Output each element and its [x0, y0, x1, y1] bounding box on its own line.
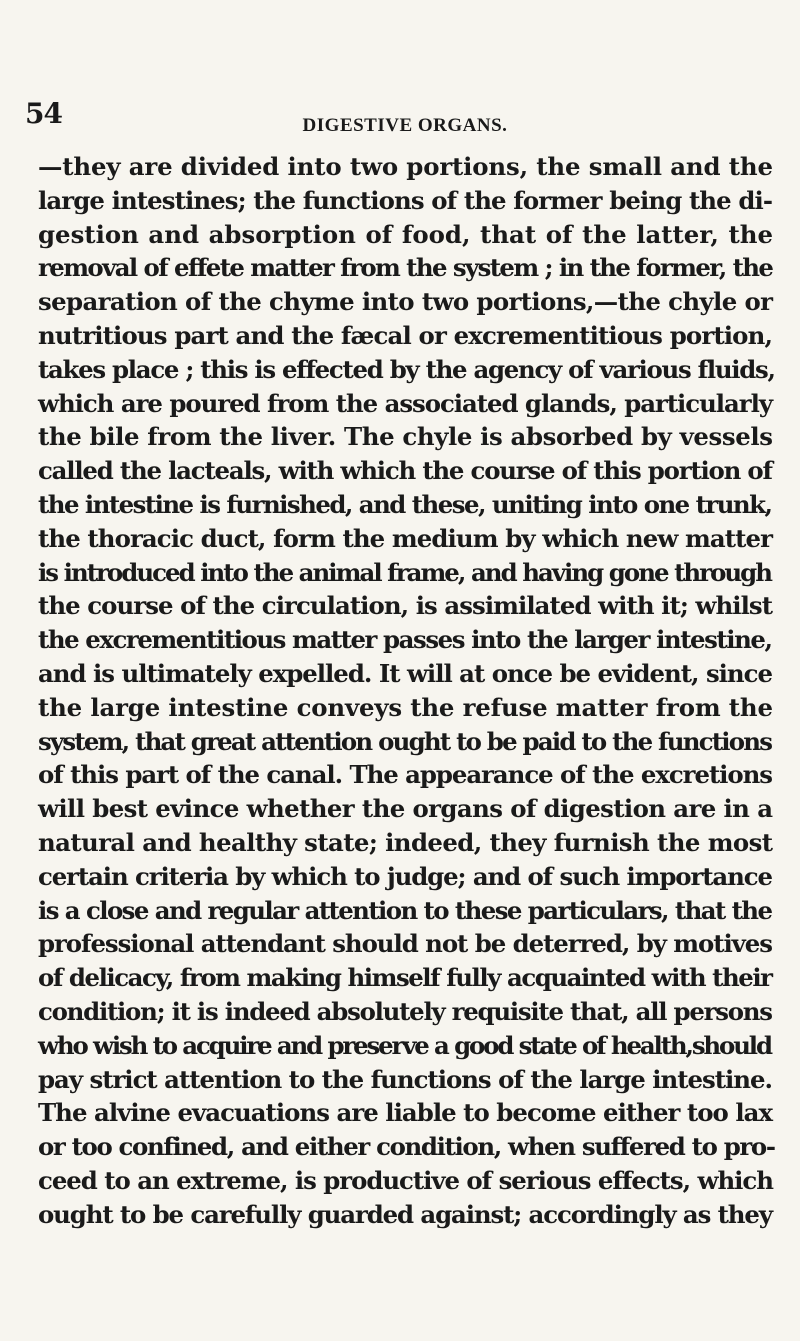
- text-line: ceed to an extreme, is productive of serious effects, which: [38, 1165, 773, 1195]
- text-line: nutritious part and the fæcal or excrementitious portion,: [38, 320, 773, 350]
- text-line: certain criteria by which to judge; and of such importance: [38, 861, 772, 891]
- text-line: of delicacy, from making himself fully acquainted with their: [38, 963, 772, 993]
- text-line: the bile from the liver. The chyle is absorbed by vessels: [38, 422, 773, 452]
- text-line: natural and healthy state; indeed, they furnish the most: [38, 827, 773, 857]
- text-line: gestion and absorption of food, that of the latter, the: [38, 219, 773, 249]
- text-line: which are poured from the associated glands, particularly: [38, 388, 772, 418]
- text-line: takes place ; this is effected by the agency of various fluids,: [38, 354, 775, 384]
- text-line: and is ultimately expelled. It will at once be evident, since: [38, 658, 772, 688]
- text-line: the thoracic duct, form the medium by which new matter: [38, 523, 773, 553]
- text-line: the course of the circulation, is assimilated with it; whilst: [38, 591, 773, 621]
- text-line: will best evince whether the organs of digestion are in a: [38, 794, 773, 824]
- text-line: is introduced into the animal frame, and having gone through: [38, 557, 772, 587]
- text-line: removal of effete matter from the system ; in the former, the: [38, 253, 773, 283]
- body-text: [38, 150, 773, 1232]
- text-line: or too confined, and either condition, when suffered to pro-: [38, 1132, 775, 1162]
- text-line: large intestines; the functions of the former being the di-: [38, 185, 773, 215]
- text-line: pay strict attention to the functions of the large intestine.: [38, 1064, 772, 1094]
- text-line: —they are divided into two portions, the small and the: [38, 152, 773, 181]
- text-line: separation of the chyme into two portions,—the chyle or: [38, 287, 773, 317]
- text-line: of this part of the canal. The appearance of the excretions: [38, 760, 772, 790]
- text-line: called the lacteals, with which the course of this portion of: [38, 456, 772, 486]
- text-line: is a close and regular attention to these particulars, that the: [38, 895, 772, 925]
- page-number: 54: [25, 97, 62, 130]
- text-line: system, that great attention ought to be paid to the functions: [38, 726, 772, 756]
- text-line: who wish to acquire and preserve a good state of health,should: [38, 1030, 771, 1060]
- text-line: professional attendant should not be deterred, by motives: [38, 929, 772, 959]
- text-line: The alvine evacuations are liable to become either too lax: [38, 1098, 773, 1128]
- text-line: ought to be carefully guarded against; accordingly as they: [38, 1199, 772, 1229]
- text-line: the intestine is furnished, and these, uniting into one trunk,: [38, 489, 772, 519]
- text-line: the excrementitious matter passes into the larger intestine,: [38, 625, 772, 655]
- text-line: condition; it is indeed absolutely requisite that, all persons: [38, 996, 772, 1026]
- text-line: the large intestine conveys the refuse matter from the: [38, 692, 773, 722]
- running-head: DIGESTIVE ORGANS.: [302, 115, 508, 136]
